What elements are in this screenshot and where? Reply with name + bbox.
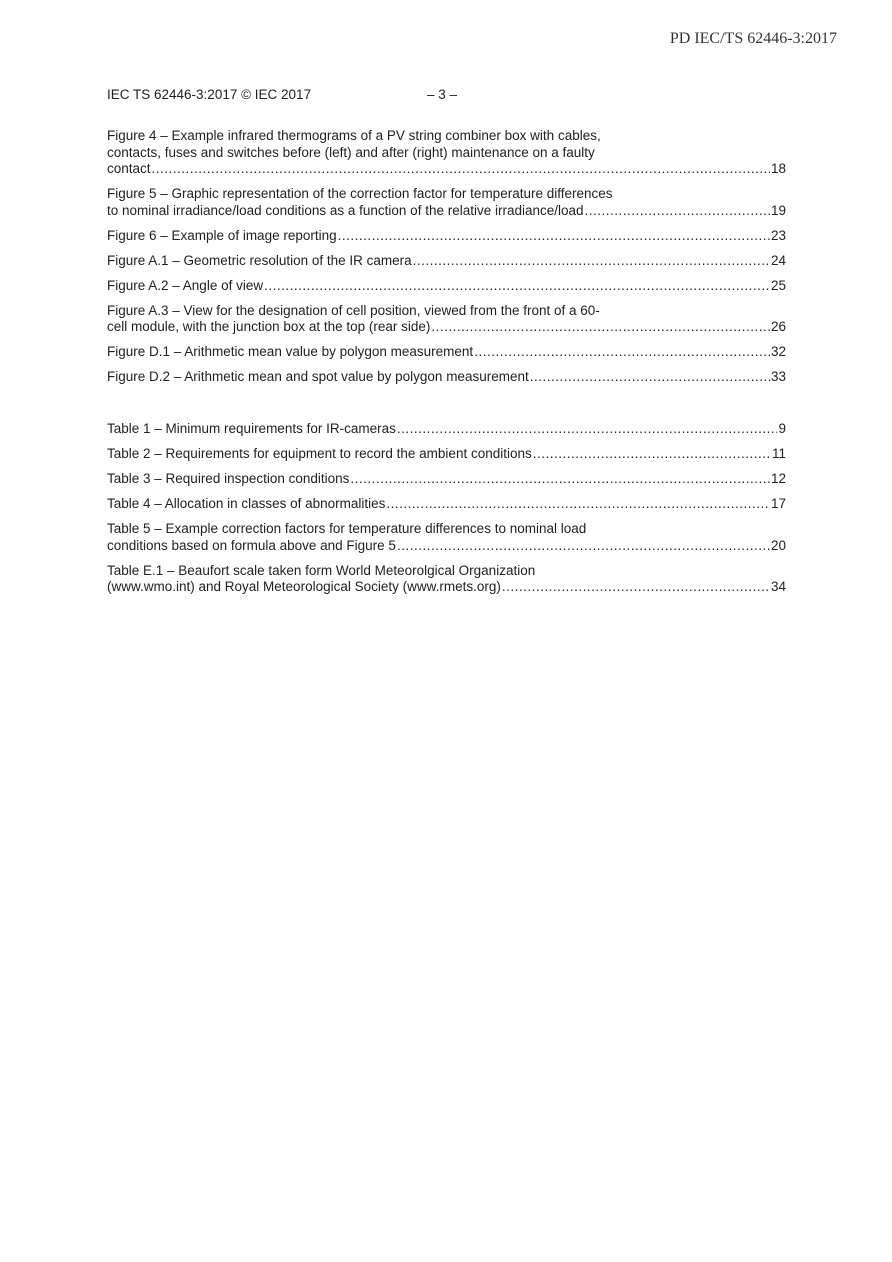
table-list-item[interactable] xyxy=(107,563,786,596)
table-list-item[interactable] xyxy=(107,496,786,513)
toc-entry-text: Figure A.2 – Angle of view xyxy=(107,277,264,293)
toc-entry-text: Figure D.2 – Arithmetic mean and spot value by polygon measurement xyxy=(107,369,529,384)
dot-leader xyxy=(533,446,771,463)
dot-leader xyxy=(264,278,770,295)
toc-page-number: 25 xyxy=(770,277,786,293)
figure-list-item[interactable] xyxy=(107,128,786,178)
toc-page-number: 34 xyxy=(770,579,786,594)
toc-page-number: 19 xyxy=(770,202,786,218)
dot-leader xyxy=(413,253,770,270)
figure-list-item[interactable] xyxy=(107,369,786,386)
toc-entry-text: Figure 5 – Graphic representation of the correction factor for temperature differences xyxy=(107,186,613,201)
list-of-figures xyxy=(107,128,786,394)
dot-leader xyxy=(431,319,770,336)
toc-entry-text: (www.wmo.int) and Royal Meteorological Society (www.rmets.org) xyxy=(107,579,501,594)
dot-leader xyxy=(338,228,770,245)
dot-leader xyxy=(585,203,770,220)
toc-entry-text: Figure D.1 – Arithmetic mean value by polygon measurement xyxy=(107,344,474,359)
toc-entry-text: Table 4 – Allocation in classes of abnormalities xyxy=(107,496,386,511)
figure-list-item[interactable] xyxy=(107,303,786,336)
table-list-item[interactable] xyxy=(107,421,786,438)
table-list-item[interactable] xyxy=(107,521,786,554)
toc-entry-text: Table E.1 – Beaufort scale taken form World Meteorolgical Organization xyxy=(107,562,536,578)
dot-leader xyxy=(350,471,770,488)
toc-entry-text: contact xyxy=(107,161,151,176)
dot-leader xyxy=(474,344,770,361)
toc-entry-text: Table 3 – Required inspection conditions xyxy=(107,471,350,486)
toc-page-number: 20 xyxy=(770,537,786,553)
toc-page-number: 17 xyxy=(770,496,786,511)
toc-entry-text: to nominal irradiance/load conditions as a function of the relative irradiance/load xyxy=(107,202,584,218)
dot-leader xyxy=(397,421,778,438)
toc-page-number: 11 xyxy=(771,446,786,461)
figure-list-item[interactable] xyxy=(107,278,786,295)
toc-entry-text: contacts, fuses and switches before (left) and after (right) maintenance on a faulty xyxy=(107,144,595,160)
toc-entry-text: cell module, with the junction box at the top (rear side) xyxy=(107,319,431,334)
toc-entry-text: conditions based on formula above and Figure 5 xyxy=(107,537,396,553)
toc-entry-text: Table 1 – Minimum requirements for IR-cameras xyxy=(107,421,396,436)
document-id: PD IEC/TS 62446-3:2017 xyxy=(669,30,837,47)
toc-entry-text: Table 2 – Requirements for equipment to record the ambient conditions xyxy=(107,446,532,461)
dot-leader xyxy=(386,496,770,513)
table-list-item[interactable] xyxy=(107,471,786,488)
toc-page-number: 23 xyxy=(770,227,786,243)
toc-page-number: 24 xyxy=(770,252,786,268)
running-header-left: IEC TS 62446-3:2017 © IEC 2017 xyxy=(107,87,312,102)
list-of-tables xyxy=(107,421,786,604)
toc-entry-text: Figure A.1 – Geometric resolution of the IR camera xyxy=(107,252,412,268)
toc-page-number: 32 xyxy=(770,344,786,359)
toc-entry-text: Figure 4 – Example infrared thermograms of a PV string combiner box with cables, xyxy=(107,128,601,143)
table-list-item[interactable] xyxy=(107,446,786,463)
dot-leader xyxy=(152,161,770,178)
toc-page-number: 33 xyxy=(770,369,786,384)
dot-leader xyxy=(397,538,770,555)
toc-page-number: 9 xyxy=(778,421,786,436)
toc-page-number: 26 xyxy=(770,319,786,334)
dot-leader xyxy=(502,579,770,596)
toc-entry-text: Figure 6 – Example of image reporting xyxy=(107,227,337,243)
dot-leader xyxy=(530,369,770,386)
figure-list-item[interactable] xyxy=(107,228,786,245)
running-header xyxy=(107,87,458,102)
toc-page-number: 12 xyxy=(770,471,786,486)
running-header-page-number: – 3 – xyxy=(427,87,458,102)
figure-list-item[interactable] xyxy=(107,253,786,270)
toc-entry-text: Table 5 – Example correction factors for temperature differences to nominal load xyxy=(107,521,587,536)
figure-list-item[interactable] xyxy=(107,186,786,219)
toc-entry-text: Figure A.3 – View for the designation of cell position, viewed from the front of a 60- xyxy=(107,302,600,318)
figure-list-item[interactable] xyxy=(107,344,786,361)
toc-page-number: 18 xyxy=(770,161,786,176)
